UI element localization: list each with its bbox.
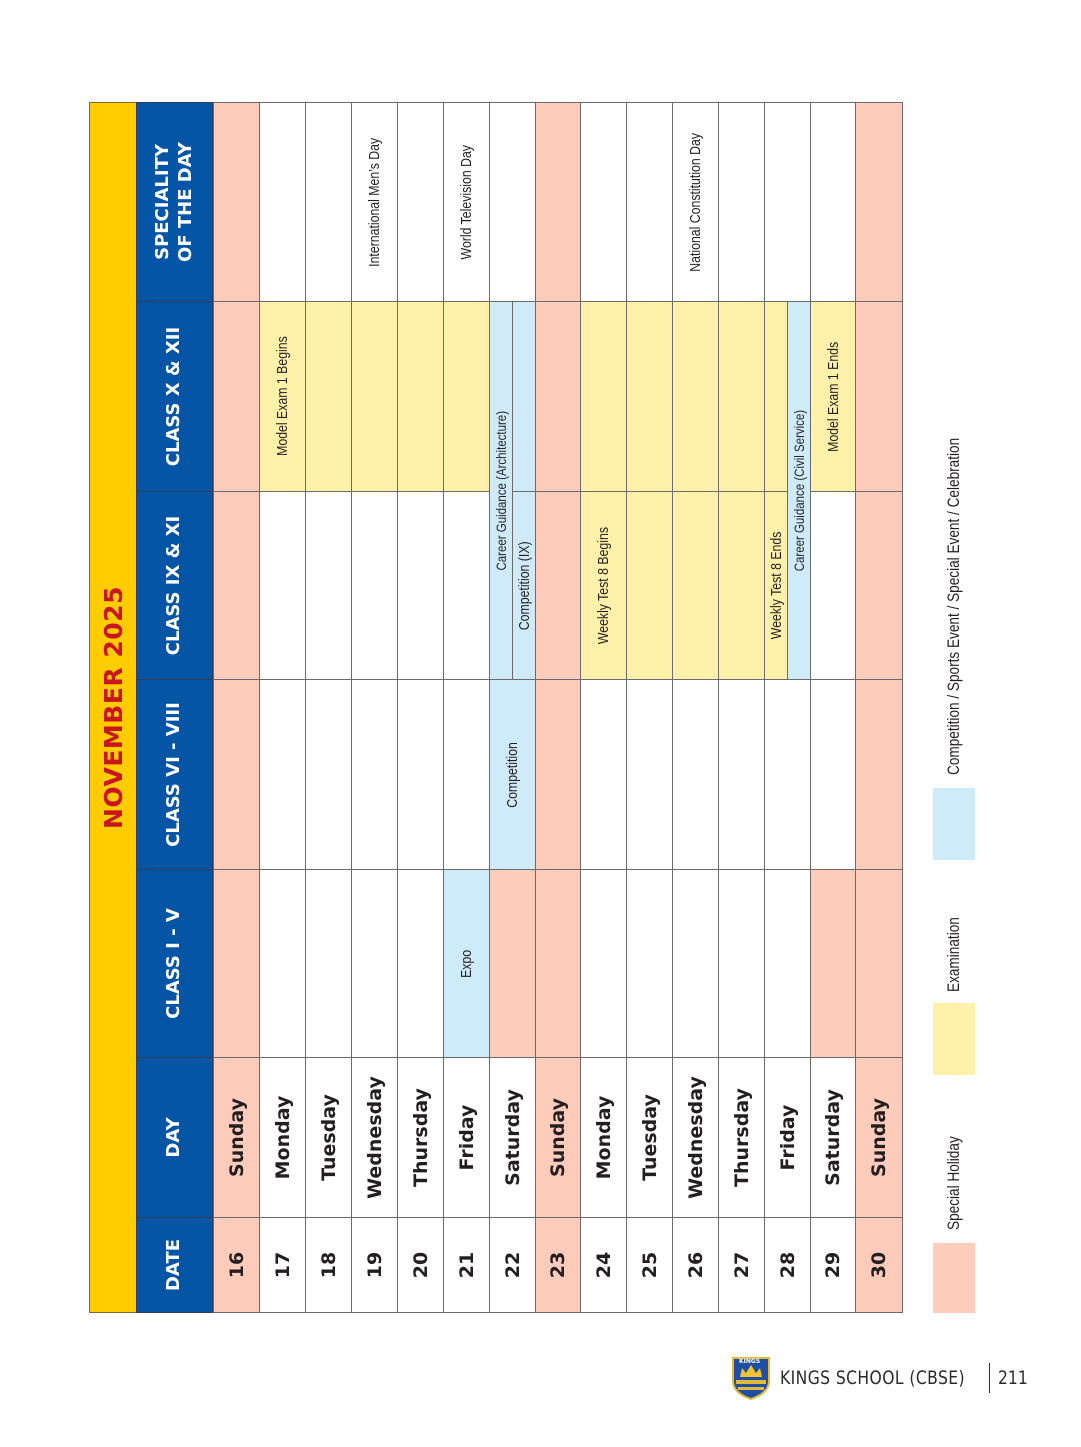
- cell-speciality: [351, 102, 398, 302]
- cell-speciality: [443, 102, 490, 302]
- cell-day: [718, 1057, 765, 1218]
- day-label: Tuesday: [317, 1094, 340, 1181]
- date-label: 21: [455, 1251, 478, 1279]
- footer-divider: [989, 1363, 990, 1393]
- header-date-label: DATE: [163, 1238, 185, 1292]
- cell-class-1-5: [443, 869, 490, 1058]
- cell-day: [855, 1057, 903, 1218]
- date-label: 23: [547, 1251, 569, 1279]
- cell-date: [443, 1217, 490, 1313]
- cell-class-9-11: [397, 491, 444, 680]
- cell-class-6-8: [764, 679, 811, 870]
- cell-class-10-12: [305, 301, 352, 492]
- event-label: Weekly Test 8 Begins: [595, 526, 612, 645]
- header-speciality-line1: SPECIALITY: [152, 144, 173, 260]
- event-label: International Men’s Day: [366, 137, 383, 267]
- cell-class-6-8: [443, 679, 490, 870]
- event-career-guidance-civil-service-label: Career Guidance (Civil Service): [791, 409, 807, 572]
- day-label: Wednesday: [684, 1076, 707, 1199]
- legend-swatch-competition: [933, 788, 975, 860]
- day-label: Friday: [455, 1104, 478, 1171]
- cell-class-10-12: [855, 301, 903, 492]
- cell-speciality: [397, 102, 444, 302]
- header-class-1-5-label: CLASS I - V: [163, 908, 185, 1019]
- event-label: World Television Day: [458, 144, 475, 260]
- cell-class-10-12: [810, 301, 856, 492]
- date-label: 28: [776, 1251, 799, 1279]
- cell-class-6-8: [351, 679, 398, 870]
- cell-day: [672, 1057, 719, 1218]
- cell-class-9-11: [626, 491, 673, 680]
- cell-class-6-8: [855, 679, 903, 870]
- event-label: Model Exam 1 Ends: [824, 341, 842, 452]
- date-label: 30: [868, 1251, 890, 1279]
- cell-class-10-12: [626, 301, 673, 492]
- day-label: Wednesday: [363, 1076, 386, 1199]
- cell-class-1-5: [535, 869, 581, 1058]
- header-class-10-12-label: CLASS X & XII: [163, 326, 185, 467]
- cell-speciality: [305, 102, 352, 302]
- legend-swatch-special-holiday: [933, 1243, 975, 1313]
- cell-day: [489, 1057, 536, 1218]
- page-footer: [728, 1354, 1034, 1402]
- header-class-6-8: [136, 679, 213, 870]
- cell-class-9-11: [672, 491, 719, 680]
- date-label: 16: [225, 1251, 248, 1279]
- date-label: 20: [409, 1251, 432, 1279]
- cell-class-10-12: [580, 301, 627, 492]
- page-number: 211: [998, 1367, 1028, 1389]
- cell-class-10-12: [672, 301, 719, 492]
- cell-class-6-8: [626, 679, 673, 870]
- cell-class-10-12: [213, 301, 260, 492]
- cell-date: [672, 1217, 719, 1313]
- cell-date: [259, 1217, 306, 1313]
- cell-class-1-5: [351, 869, 398, 1058]
- day-label: Monday: [592, 1095, 615, 1180]
- cell-class-10-12: [397, 301, 444, 492]
- cell-date: [764, 1217, 811, 1313]
- date-label: 17: [271, 1251, 294, 1279]
- cell-class-9-11: [213, 491, 260, 680]
- legend-label-special-holiday: Special Holiday: [944, 1136, 963, 1230]
- cell-class-9-11: [718, 491, 765, 680]
- cell-class-1-5: [855, 869, 903, 1058]
- cell-class-10-12: [535, 301, 581, 492]
- cell-class-9-11: [855, 491, 903, 680]
- day-label: Saturday: [822, 1089, 844, 1186]
- cell-class-1-5: [626, 869, 673, 1058]
- cell-date: [535, 1217, 581, 1313]
- cell-speciality: [810, 102, 856, 302]
- cell-class-1-5: [213, 869, 260, 1058]
- cell-date: [626, 1217, 673, 1313]
- cell-day: [580, 1057, 627, 1218]
- cell-class-9-11: [535, 491, 581, 680]
- date-label: 29: [822, 1251, 844, 1279]
- day-label: Monday: [271, 1095, 294, 1180]
- cell-class-9-11: [580, 491, 627, 680]
- cell-day: [810, 1057, 856, 1218]
- header-class-9-11: [136, 491, 213, 680]
- cell-speciality: [259, 102, 306, 302]
- cell-day: [764, 1057, 811, 1218]
- day-label: Tuesday: [638, 1094, 661, 1181]
- cell-date: [855, 1217, 903, 1313]
- cell-class-6-8: [718, 679, 765, 870]
- cell-class-1-5: [718, 869, 765, 1058]
- cell-class-10-12: [351, 301, 398, 492]
- cell-class-6-8: [259, 679, 306, 870]
- cell-day: [397, 1057, 444, 1218]
- legend-label-examination: Examination: [944, 917, 963, 992]
- cell-day: [443, 1057, 490, 1218]
- cell-day: [535, 1057, 581, 1218]
- header-class-1-5: [136, 869, 213, 1058]
- event-label: National Constitution Day: [687, 132, 704, 272]
- cell-class-6-8: [397, 679, 444, 870]
- event-career-guidance-architecture: [489, 301, 513, 680]
- cell-day: [626, 1057, 673, 1218]
- header-speciality-line2: OF THE DAY: [174, 142, 196, 262]
- cell-class-10-12: [512, 301, 536, 492]
- event-label: Weekly Test 8 Ends: [767, 531, 785, 640]
- cell-speciality: [535, 102, 581, 302]
- event-label: Competition: [504, 741, 521, 808]
- cell-class-1-5: [305, 869, 352, 1058]
- cell-class-6-8: [489, 679, 536, 870]
- date-label: 22: [501, 1251, 524, 1279]
- school-logo: [728, 1355, 774, 1401]
- cell-date: [397, 1217, 444, 1313]
- day-label: Sunday: [868, 1098, 890, 1177]
- header-speciality: [136, 102, 213, 302]
- cell-class-9-11: [443, 491, 490, 680]
- cell-speciality: [672, 102, 719, 302]
- cell-class-6-8: [535, 679, 581, 870]
- cell-class-9-11: [351, 491, 398, 680]
- logo-text: KINGS: [739, 1358, 761, 1365]
- date-label: 19: [363, 1251, 386, 1279]
- cell-class-9-11: [512, 491, 536, 680]
- cell-class-10-12: [764, 301, 788, 492]
- legend-swatch-examination: [933, 1003, 975, 1075]
- cell-speciality: [213, 102, 260, 302]
- cell-speciality: [626, 102, 673, 302]
- header-day: [136, 1057, 213, 1218]
- cell-class-6-8: [672, 679, 719, 870]
- day-label: Sunday: [225, 1098, 248, 1177]
- header-day-label: DAY: [163, 1117, 185, 1158]
- cell-class-9-11: [810, 491, 856, 680]
- cell-date: [213, 1217, 260, 1313]
- cell-class-9-11: [305, 491, 352, 680]
- cell-day: [305, 1057, 352, 1218]
- date-label: 27: [730, 1251, 753, 1279]
- event-career-guidance-architecture-label: Career Guidance (Architecture): [493, 410, 509, 571]
- cell-date: [489, 1217, 536, 1313]
- cell-speciality: [764, 102, 811, 302]
- legend-label-competition: Competition / Sports Event / Special Event / Celebration: [944, 437, 963, 775]
- day-label: Sunday: [547, 1098, 569, 1177]
- school-name: KINGS SCHOOL (CBSE): [780, 1367, 965, 1389]
- cell-class-1-5: [397, 869, 444, 1058]
- cell-class-6-8: [305, 679, 352, 870]
- cell-speciality: [580, 102, 627, 302]
- cell-speciality: [718, 102, 765, 302]
- header-class-6-8-label: CLASS VI - VIII: [163, 702, 185, 847]
- cell-class-9-11: [764, 491, 788, 680]
- cell-day: [351, 1057, 398, 1218]
- cell-day: [259, 1057, 306, 1218]
- cell-date: [305, 1217, 352, 1313]
- cell-speciality: [855, 102, 903, 302]
- event-model-exam-begins-label: Model Exam 1 Begins: [274, 336, 291, 457]
- month-title: NOVEMBER 2025: [98, 586, 128, 829]
- month-title-band: [89, 102, 137, 1313]
- date-label: 18: [317, 1251, 340, 1279]
- cell-class-1-5: [489, 869, 536, 1058]
- event-model-exam-begins: [259, 301, 306, 492]
- cell-date: [718, 1217, 765, 1313]
- event-label: Competition (IX): [515, 541, 533, 630]
- day-label: Friday: [776, 1104, 799, 1171]
- cell-class-9-11: [259, 491, 306, 680]
- day-label: Thursday: [409, 1088, 432, 1187]
- event-label: Expo: [458, 949, 475, 978]
- event-career-guidance-civil-service: [787, 301, 811, 680]
- cell-class-1-5: [672, 869, 719, 1058]
- cell-class-1-5: [259, 869, 306, 1058]
- date-label: 24: [592, 1251, 615, 1279]
- cell-class-6-8: [810, 679, 856, 870]
- day-label: Thursday: [730, 1088, 753, 1187]
- cell-day: [213, 1057, 260, 1218]
- cell-date: [580, 1217, 627, 1313]
- cell-class-10-12: [443, 301, 490, 492]
- cell-class-1-5: [764, 869, 811, 1058]
- cell-class-1-5: [580, 869, 627, 1058]
- date-label: 26: [684, 1251, 707, 1279]
- cell-class-1-5: [810, 869, 856, 1058]
- date-label: 25: [638, 1251, 661, 1279]
- cell-class-6-8: [213, 679, 260, 870]
- cell-class-6-8: [580, 679, 627, 870]
- header-date: [136, 1217, 213, 1313]
- cell-date: [810, 1217, 856, 1313]
- cell-date: [351, 1217, 398, 1313]
- header-class-9-11-label: CLASS IX & XI: [163, 515, 185, 656]
- header-class-10-12: [136, 301, 213, 492]
- cell-class-10-12: [718, 301, 765, 492]
- day-label: Saturday: [501, 1089, 524, 1186]
- cell-speciality: [489, 102, 536, 302]
